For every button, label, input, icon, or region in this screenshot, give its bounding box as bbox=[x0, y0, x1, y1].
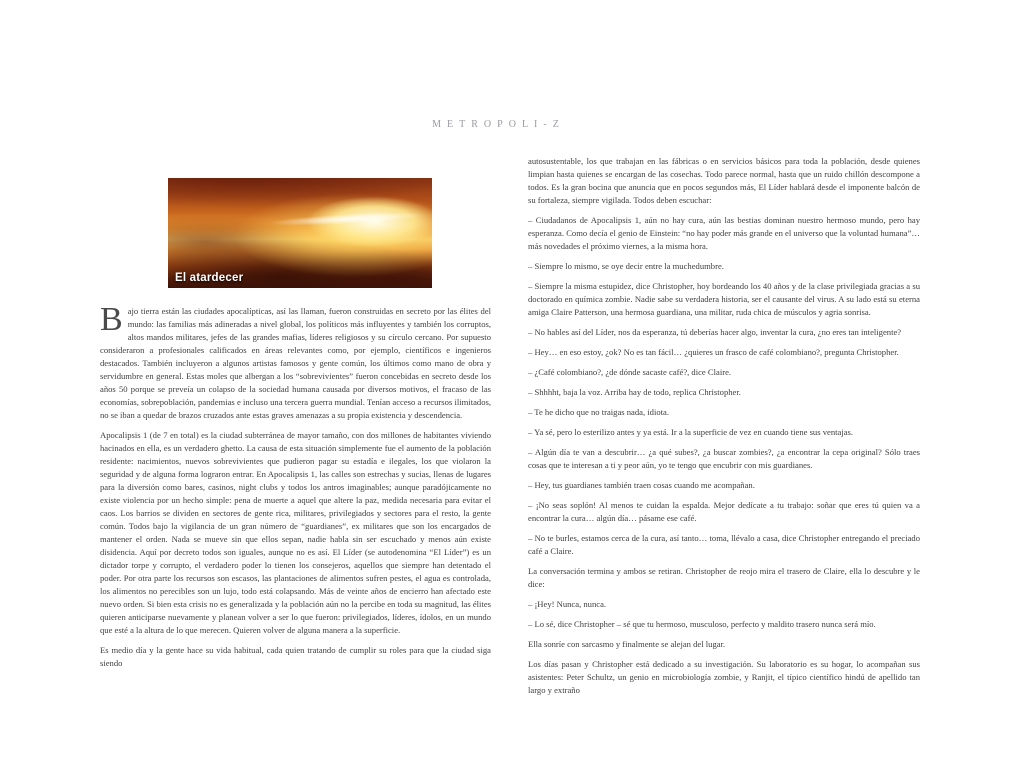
paragraph: – No te burles, estamos cerca de la cura, así tanto… toma, llévalo a casa, dice Christopher entregando el preciado café a Claire. bbox=[528, 533, 920, 556]
paragraph: – Hey… en eso estoy, ¿ok? No es tan fácil… ¿quieres un frasco de café colombiano?, pregunta Christopher. bbox=[528, 347, 899, 357]
paragraph: – No hables así del Líder, nos da esperanza, tú deberías hacer algo, inventar la cura, ¿no eres tan inteligente? bbox=[528, 327, 902, 337]
sunset-photo bbox=[168, 178, 432, 288]
paragraph: Los días pasan y Christopher está dedicado a su investigación. Su laboratorio es su hogar, lo acompañan sus asistentes: Peter Schultz, un genio en microbiología zombie, y Ranjit, el típico científico hindú de apellido tan largo y extraño bbox=[528, 659, 920, 695]
right-paragraphs bbox=[528, 155, 920, 697]
paragraph: Apocalipsis 1 (de 7 en total) es la ciudad subterránea de mayor tamaño, con dos millones de habitantes viviendo hacinados en ella, es un verdadero ghetto. La causa de esta situación simplemente fue el aumento de la población residente: nacimientos, nuevos sobrevivientes que pudieron pagar su estadía e ilegales, los que violaron la seguridad y de alguna forma lograron entrar. En Apocalipsis 1, las calles son estrechas y sucias, llenas de lugares para la diversión como bares, casinos, night clubs y todos los antros imaginables; aunque paradójicamente no existe violencia por un hecho simple: pena de muerte a aquel que altere la paz, medida necesaria para evitar el caos. Los barrios se dividen en sectores de gente rica, militares, privilegiados y sectores para el resto, la gente común. Todos bajo la vigilancia de un gran número de “guardianes”, ex militares que son los encargados de mantener el orden. Nada se mueve sin que ellos sepan, nadie habla sin ser escuchado y menos aún existe disidencia. Aquí por decreto todos son iguales, aunque no es así. El Líder (se autodenomina “El Líder”) es un dictador torpe y corrupto, el verdadero poder lo tienen los consejeros, aquellos que siempre han detentado el poder. Por otra parte los recursos son escasos, las plantaciones de alimentos sufren pestes, el agua es controlada, los alimentos no perecibles son un lujo, todo está colapsando. Más de veinte años de encierro han afectado este nuevo orden. Si bien esta crisis no es generalizada y la población aún no la percibe en toda su magnitud, las élites quieren anticiparse nuevamente y planean volver a ser lo que fueron: privilegiados, líderes, ídolos, en un mundo que esté a la altura de lo que merecen. Quieren volver de alguna manera a la superficie. bbox=[100, 430, 491, 635]
right-column bbox=[528, 155, 920, 704]
paragraph: – ¡Hey! Nunca, nunca. bbox=[528, 599, 607, 609]
paragraph: Es medio día y la gente hace su vida habitual, cada quien tratando de cumplir su roles para que la ciudad siga siendo bbox=[100, 645, 491, 668]
page-title: METROPOLI-Z bbox=[432, 119, 565, 130]
photo-caption: El atardecer bbox=[175, 272, 244, 284]
paragraph: – ¿Café colombiano?, ¿de dónde sacaste café?, dice Claire. bbox=[528, 367, 732, 377]
left-column bbox=[100, 178, 491, 677]
paragraph: La conversación termina y ambos se retiran. Christopher de reojo mira el trasero de Claire, ella lo descubre y le dice: bbox=[528, 566, 920, 589]
paragraph: – Algún día te van a descubrir… ¿a qué subes?, ¿a buscar zombies?, ¿a encontrar la cepa original? Sólo traes cosas que te interesan a ti y peor aún, yo te tengo que encubrir con mis guardianes. bbox=[528, 447, 920, 470]
paragraph: – Siempre lo mismo, se oye decir entre la muchedumbre. bbox=[528, 261, 724, 271]
paragraph: – Shhhht, baja la voz. Arriba hay de todo, replica Christopher. bbox=[528, 387, 741, 397]
left-paragraphs bbox=[100, 429, 491, 670]
paragraph: – Ya sé, pero lo esterilizo antes y ya está. Ir a la superficie de vez en cuando tiene sus ventajas. bbox=[528, 427, 854, 437]
opening-paragraph bbox=[100, 301, 491, 422]
paragraph: – Lo sé, dice Christopher – sé que tu hermoso, musculoso, perfecto y maldito trasero nunca será mío. bbox=[528, 619, 876, 629]
paragraph: – Te he dicho que no traigas nada, idiota. bbox=[528, 407, 669, 417]
paragraph: – Siempre la misma estupidez, dice Christopher, hoy bordeando los 40 años y de la clase privilegiada gracias a su doctorado en química zombie. Nadie sabe su verdadera historia, ser el causante del virus. A su lado está su eterna amiga Claire Patterson, una hermosa guardiana, una militar, ruda chica de músculos y agria sonrisa. bbox=[528, 281, 920, 317]
opening-text: ajo tierra están las ciudades apocalípticas, así las llaman, fueron construidas en secreto por las élites del mundo: las familias más adineradas a nivel global, los políticos más influyentes y también los corruptos, altos mandos militares, jefes de las grandes mafias, líderes religiosos y su círculo cercano. Por supuesto consideraron a profesionales calificados en áreas relevantes como, por ejemplo, científicos e ingenieros destacados. También incluyeron a algunos artistas famosos y gente común, los últimos como mano de obra y servidumbre en general. Estas moles que albergan a los “sobrevivientes” fueron concebidas en secreto desde los años 50 porque se preveía un colapso de la sociedad humana causada por diversos motivos, el fracaso de las economías, sobrepoblación, pandemias e incluso una tercera guerra mundial. Tenían acceso a recursos ilimitados, no se iban a quedar de brazos cruzados ante estas graves amenazas a su propia existencia y descendencia. bbox=[100, 306, 491, 420]
paragraph: – Hey, tus guardianes también traen cosas cuando me acompañan. bbox=[528, 480, 755, 490]
paragraph: – Ciudadanos de Apocalipsis 1, aún no hay cura, aún las bestias dominan nuestro hermoso mundo, pero hay esperanza. Como decía el genio de Einstein: “no hay poder más grande en el universo que la voluntad humana”… más novedades el próximo viernes, a la misma hora. bbox=[528, 215, 920, 251]
paragraph: autosustentable, los que trabajan en las fábricas o en servicios básicos para toda la población, desde quienes limpian hasta quienes se encargan de las cosechas. Todo parece normal, hasta que un ruido chillón descompone a todos. Es la gran bocina que anuncia que en pocos segundos más, El Líder hablará desde el imponente balcón de su fortaleza, siempre vigilada. Todos deben escuchar: bbox=[528, 156, 920, 205]
paragraph: Ella sonríe con sarcasmo y finalmente se alejan del lugar. bbox=[528, 639, 726, 649]
sunset-highlight-art bbox=[268, 210, 427, 228]
paragraph: – ¡No seas soplón! Al menos te cuidan la espalda. Mejor dedícate a tu trabajo: soñar que eres tú quien va a encontrar la cura… algún día… pásame ese café. bbox=[528, 500, 920, 523]
drop-cap: B bbox=[100, 301, 123, 338]
